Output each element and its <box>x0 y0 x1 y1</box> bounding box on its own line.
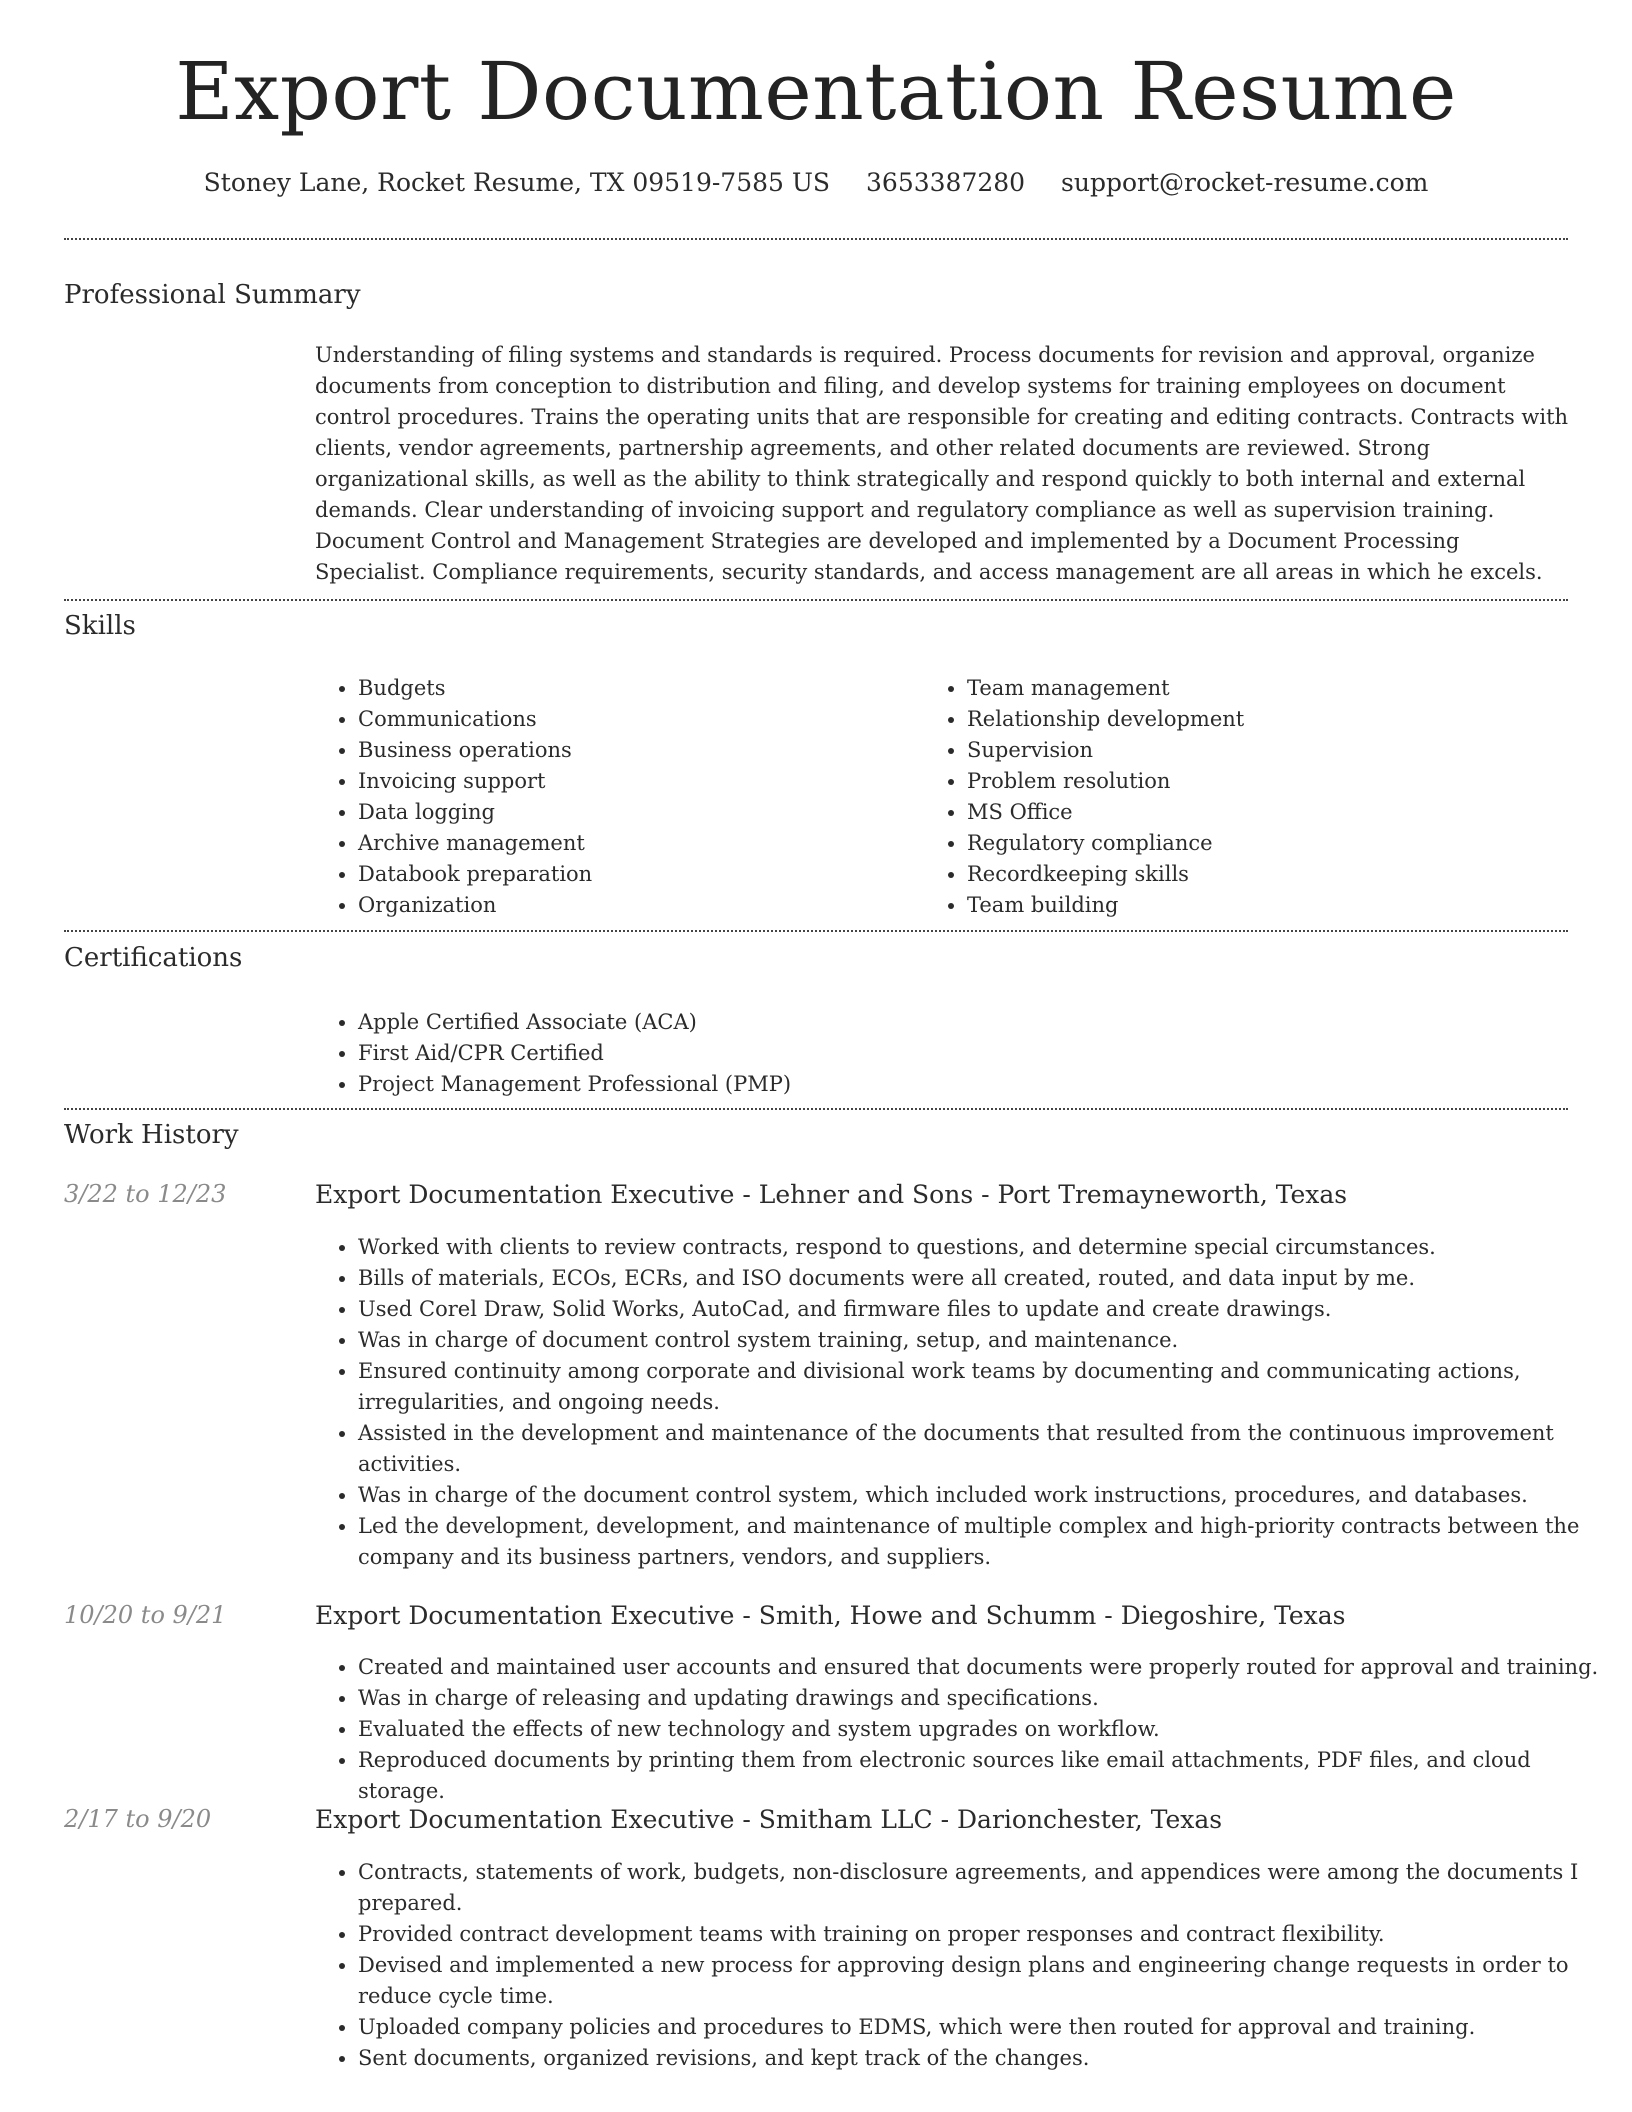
summary-heading: Professional Summary <box>64 280 361 310</box>
job-bullet: • Provided contract development teams with training on proper responses and contract flexibility. <box>358 1919 1613 1950</box>
skills-list-left <box>315 673 958 921</box>
skill-item: • Team building <box>967 890 1567 921</box>
job-dates: 3/22 to 12/23 <box>64 1180 227 1208</box>
job-bullet: • Led the development, development, and maintenance of multiple complex and high-priority contracts between the company and its business partners, vendors, and suppliers. <box>358 1511 1613 1573</box>
job-bullet: • Evaluated the effects of new technology and system upgrades on workflow. <box>358 1714 1613 1745</box>
job-bullet: • Was in charge of the document control system, which included work instructions, procedures, and databases. <box>358 1480 1613 1511</box>
job-bullet: • Used Corel Draw, Solid Works, AutoCad, and firmware files to update and create drawings. <box>358 1294 1613 1325</box>
job-bullet: • Bills of materials, ECOs, ECRs, and ISO documents were all created, routed, and data input by me. <box>358 1263 1613 1294</box>
skill-item: • Data logging <box>358 797 958 828</box>
job-dates: 2/17 to 9/20 <box>64 1805 212 1833</box>
contact-address: Stoney Lane, Rocket Resume, TX 09519-7585 US <box>203 168 831 197</box>
job-bullets <box>315 1857 1613 2074</box>
job-bullet: • Contracts, statements of work, budgets, non-disclosure agreements, and appendices were among the documents I prepared. <box>358 1857 1613 1919</box>
contact-email: support@rocket-resume.com <box>1061 168 1429 197</box>
job-bullet: • Uploaded company policies and procedures to EDMS, which were then routed for approval and training. <box>358 2012 1613 2043</box>
job-bullet: • Reproduced documents by printing them from electronic sources like email attachments, PDF files, and cloud storage. <box>358 1745 1613 1807</box>
job-bullet: • Worked with clients to review contracts, respond to questions, and determine special circumstances. <box>358 1232 1613 1263</box>
divider <box>64 1108 1568 1110</box>
certifications-heading: Certifications <box>64 943 243 973</box>
job-title: Export Documentation Executive - Smitham LLC - Darionchester, Texas <box>315 1805 1223 1834</box>
skills-heading: Skills <box>64 611 136 641</box>
job-title: Export Documentation Executive - Smith, Howe and Schumm - Diegoshire, Texas <box>315 1601 1346 1630</box>
job-bullet: • Was in charge of document control system training, setup, and maintenance. <box>358 1325 1613 1356</box>
skill-item: • Budgets <box>358 673 958 704</box>
skill-item: • Regulatory compliance <box>967 828 1567 859</box>
skill-item: • MS Office <box>967 797 1567 828</box>
skill-item: • Communications <box>358 704 958 735</box>
summary-text: Understanding of filing systems and standards is required. Process documents for revision and approval, organize documents from conception to distribution and filing, and develop systems for training employees on document control procedures. Trains the operating units that are responsible for creating and editing contracts. Contracts with clients, vendor agreements, partnership agreements, and other related documents are reviewed. Strong organizational skills, as well as the ability to think strategically and respond quickly to both internal and external demands. Clear understanding of invoicing support and regulatory compliance as well as supervision training. Document Control and Management Strategies are developed and implemented by a Document Processing Specialist. Compliance requirements, security standards, and access management are all areas in which he excels. <box>315 343 1569 584</box>
skill-item: • Recordkeeping skills <box>967 859 1567 890</box>
resume-title: Export Documentation Resume <box>175 45 1457 138</box>
certification-item: • Apple Certified Associate (ACA) <box>358 1007 791 1038</box>
job-bullet: • Devised and implemented a new process for approving design plans and engineering change requests in order to reduce cycle time. <box>358 1950 1613 2012</box>
job-title: Export Documentation Executive - Lehner and Sons - Port Tremayneworth, Texas <box>315 1180 1348 1209</box>
work-history-heading: Work History <box>64 1120 239 1150</box>
job-bullets <box>315 1232 1613 1573</box>
certifications-list <box>315 1007 791 1100</box>
job-bullets <box>315 1652 1613 1807</box>
skill-item: • Relationship development <box>967 704 1567 735</box>
job-bullet: • Sent documents, organized revisions, and kept track of the changes. <box>358 2043 1613 2074</box>
skill-item: • Business operations <box>358 735 958 766</box>
divider <box>64 599 1568 601</box>
job-bullet: • Ensured continuity among corporate and divisional work teams by documenting and communicating actions, irregularities, and ongoing needs. <box>358 1356 1613 1418</box>
divider <box>64 238 1568 240</box>
divider <box>64 930 1568 932</box>
skills-list-right <box>924 673 1567 921</box>
skill-item: • Databook preparation <box>358 859 958 890</box>
job-bullet: • Assisted in the development and maintenance of the documents that resulted from the continuous improvement activities. <box>358 1418 1613 1480</box>
skill-item: • Problem resolution <box>967 766 1567 797</box>
contact-phone: 3653387280 <box>866 168 1026 197</box>
job-dates: 10/20 to 9/21 <box>64 1601 227 1629</box>
skill-item: • Supervision <box>967 735 1567 766</box>
certification-item: • First Aid/CPR Certified <box>358 1038 791 1069</box>
skill-item: • Archive management <box>358 828 958 859</box>
contact-line <box>0 168 1632 197</box>
skill-item: • Organization <box>358 890 958 921</box>
certification-item: • Project Management Professional (PMP) <box>358 1069 791 1100</box>
skill-item: • Invoicing support <box>358 766 958 797</box>
skill-item: • Team management <box>967 673 1567 704</box>
job-bullet: • Created and maintained user accounts and ensured that documents were properly routed for approval and training. <box>358 1652 1613 1683</box>
job-bullet: • Was in charge of releasing and updating drawings and specifications. <box>358 1683 1613 1714</box>
